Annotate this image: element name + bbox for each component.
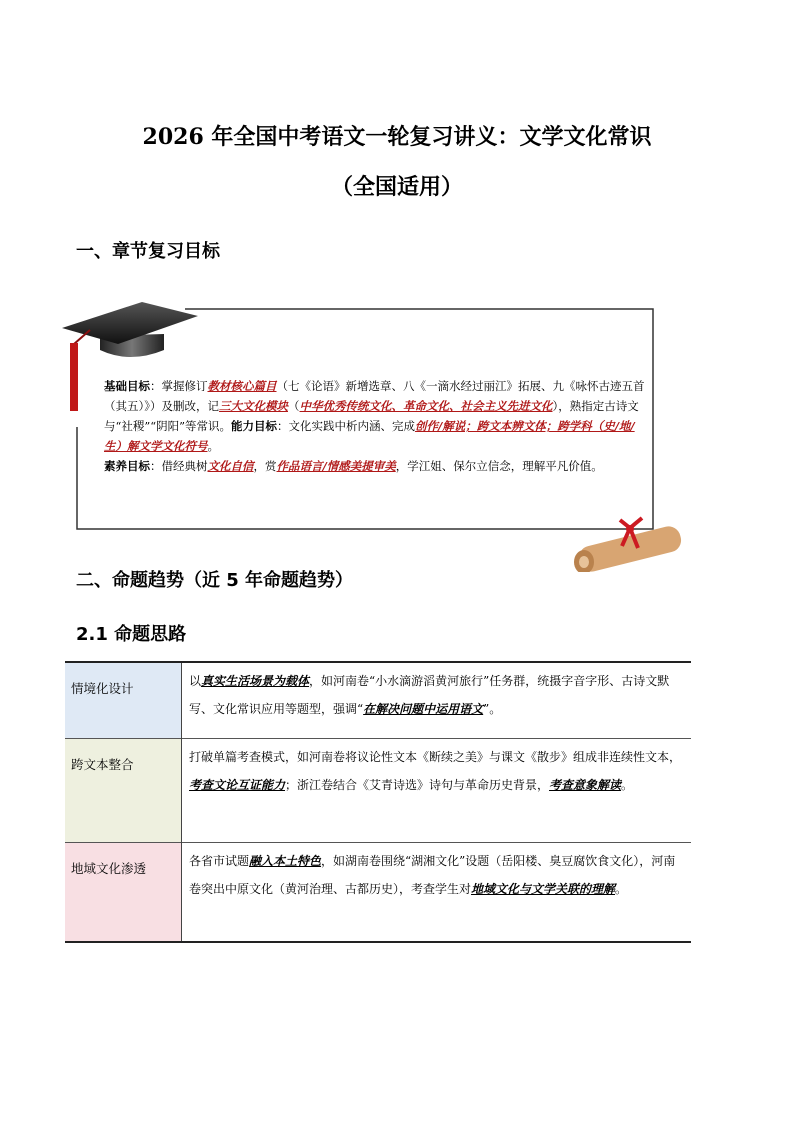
table-row [65,842,691,942]
subsection-heading: 2.1 命题思路 [76,624,187,645]
row-name: 情境化设计 [65,662,182,738]
quality-goal-label: 素养目标 [104,459,150,473]
goal-highlight: 创作/解说；跨文本辨文体；跨学科（史/地/生）解文学文化符号 [104,419,635,453]
section-heading-trends: 二、命题趋势（近 5 年命题趋势） [76,570,354,591]
goal-highlight: 中华优秀传统文化、革命文化、社会主义先进文化 [299,399,553,413]
diploma-scroll-icon [572,516,690,572]
row-desc: 以真实生活场景为载体，如河南卷“小水滴游滔黄河旅行”任务群，统摄字音字形、古诗文默写、文化常识应用等题型，强调“在解决问题中运用语文”。 [189,674,670,716]
goal-highlight: 教材核心篇目 [207,379,277,393]
goal-text: 基础目标：掌握修订教材核心篇目（七《论语》新增选章、八《一滴水经过丽江》拓展、九《咏怀古迹五首（其五）》）及删改，记三大文化模块（中华优秀传统文化、革命文化、社会主义先进文化），熟指定古诗文与“社稷”“阴阳”等常识。能力目标：文化实践中析内涵、完成创作/解说；跨文本辨文体；跨学科（史/地/生）解文学文化符号。 素养目标：借经典树文化自信，赏作品语言/情感美提审美，学江姐、保尔立信念，理解平凡价值。 [104,379,645,473]
table-row [65,662,691,738]
row-desc: 各省市试题融入本土特色，如湖南卷围绕“湖湘文化”设题（岳阳楼、臭豆腐饮食文化），河南卷突出中原文化（黄河治理、古都历史），考查学生对地域文化与文学关联的理解。 [189,853,676,896]
goal-highlight: 三大文化模块 [219,399,288,413]
page-subtitle: （全国适用） [330,174,463,200]
trend-table [65,661,691,943]
goal-highlight: 作品语言/情感美提审美 [276,459,396,473]
goal-highlight: 文化自信 [207,459,254,473]
page-title: 2026 年全国中考语文一轮复习讲义：文学文化常识 [142,124,652,150]
row-name: 地域文化渗透 [65,842,182,942]
table-row [65,738,691,842]
basic-goal-label: 基础目标 [104,379,150,393]
ability-goal-label: 能力目标 [231,419,278,433]
row-desc: 打破单篇考查模式，如河南卷将议论性文本《断续之美》与课文《散步》组成非连续性文本，考查文论互证能力；浙江卷结合《艾青诗选》诗句与革命历史背景，考查意象解读。 [189,749,682,792]
section-heading-goals: 一、章节复习目标 [76,241,220,262]
row-name: 跨文本整合 [65,738,182,842]
